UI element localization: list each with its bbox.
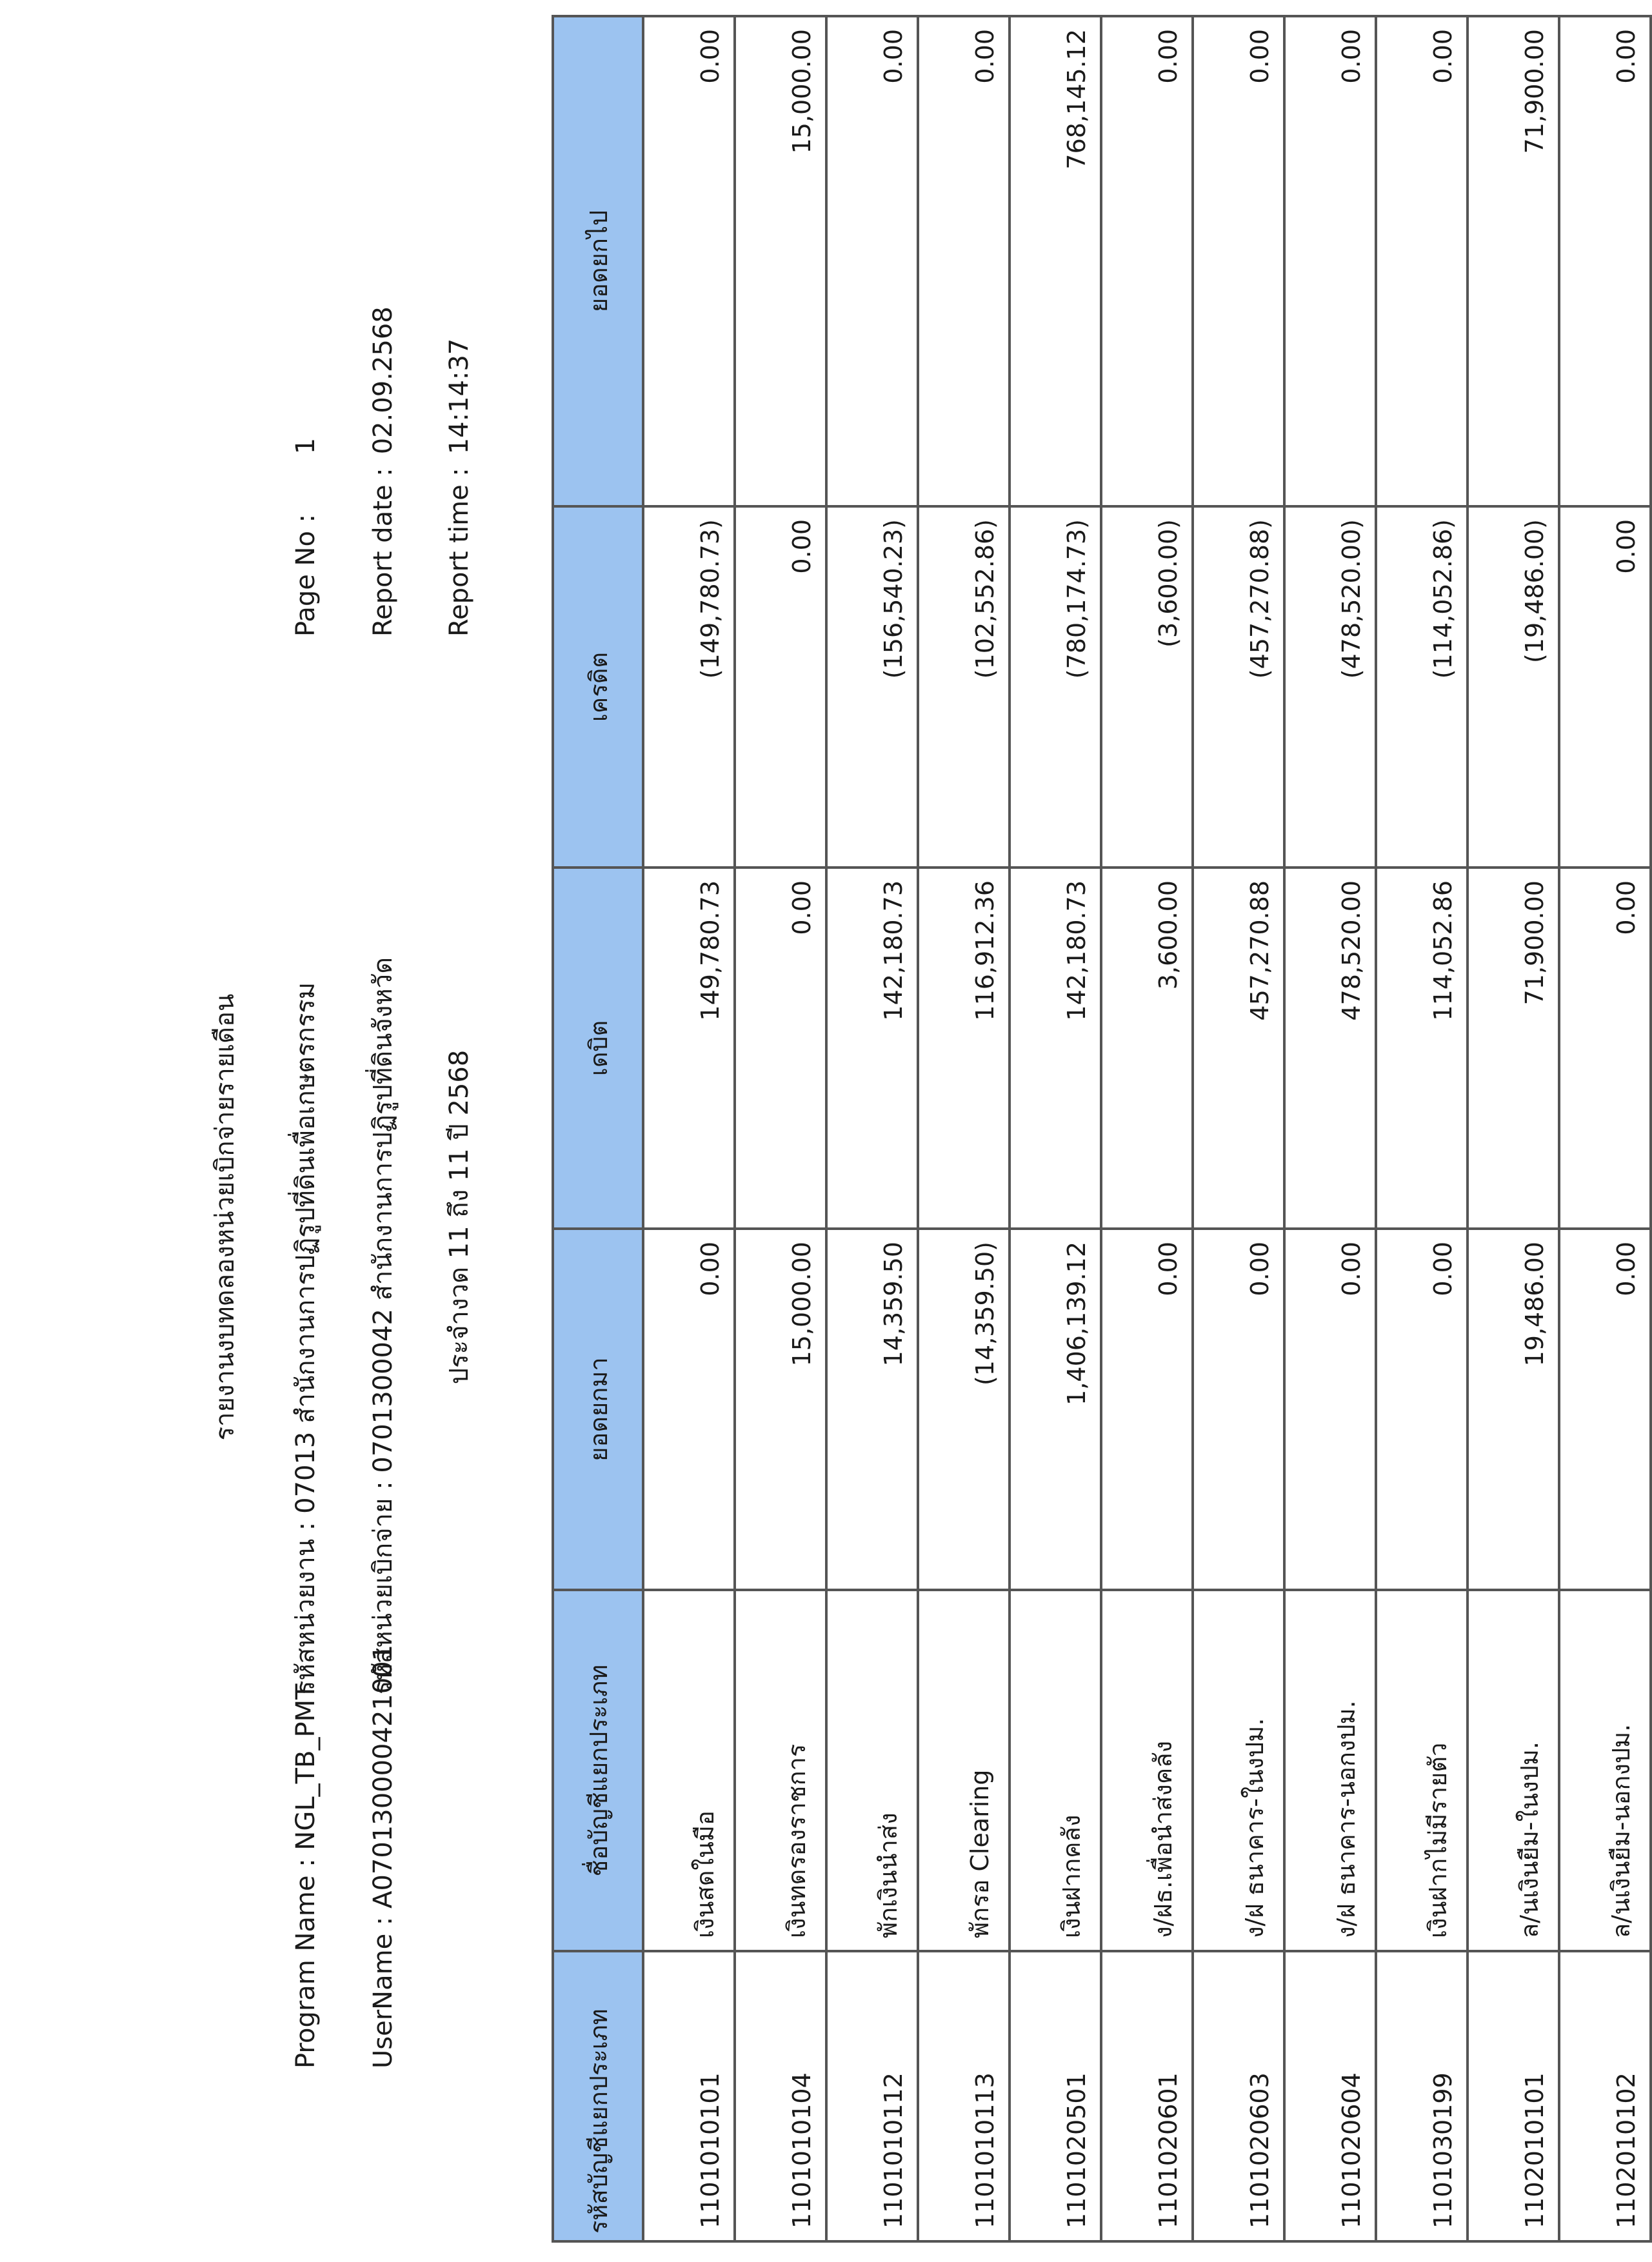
report-time — [444, 339, 475, 637]
account-code-cell: 1101030199 — [1376, 1951, 1468, 2241]
credit-cell: (457,270.88) — [1193, 506, 1284, 868]
agency-code-line: รหัสหน่วยงาน : 07013 สำนักงานการปฏิรูปที่ดินเพื่อเกษตรกรรม — [291, 982, 321, 1694]
carried-forward-cell: 0.00 — [918, 16, 1010, 506]
table-row — [1284, 16, 1376, 2241]
report-time-label: Report time : — [444, 468, 474, 637]
table-row — [735, 16, 826, 2241]
table-row — [1101, 16, 1193, 2241]
account-name-cell: เงินฝากคลัง — [1010, 1590, 1101, 1951]
credit-cell: (114,052.86) — [1376, 506, 1468, 868]
brought-forward-cell: 0.00 — [1376, 1229, 1468, 1590]
brought-forward-cell: 15,000.00 — [735, 1229, 826, 1590]
report-date — [368, 306, 399, 637]
debit-cell: 116,912.36 — [918, 868, 1010, 1229]
account-name-cell: ง/ฝ ธนาคาร-ในงปม. — [1193, 1590, 1284, 1951]
brought-forward-cell: 0.00 — [1101, 1229, 1193, 1590]
carried-forward-cell: 0.00 — [1559, 16, 1651, 506]
brought-forward-cell: 0.00 — [1559, 1229, 1651, 1590]
credit-cell: (156,540.23) — [826, 506, 918, 868]
account-code-cell: 1101020501 — [1010, 1951, 1101, 2241]
carried-forward-cell: 0.00 — [1284, 16, 1376, 506]
table-row — [1468, 16, 1559, 2241]
table-row — [826, 16, 918, 2241]
account-name-cell: ง/ฝธ.เพื่อนำส่งคลัง — [1101, 1590, 1193, 1951]
carried-forward-cell: 0.00 — [643, 16, 735, 506]
brought-forward-cell: 0.00 — [1284, 1229, 1376, 1590]
user-name-label: UserName : — [368, 1916, 398, 2069]
program-name-label: Program Name : — [291, 1858, 321, 2069]
table-row — [1193, 16, 1284, 2241]
carried-forward-cell: 0.00 — [1101, 16, 1193, 506]
account-code-cell: 1101010104 — [735, 1951, 826, 2241]
account-code-cell: 1102010101 — [1468, 1951, 1559, 2241]
debit-cell: 149,780.73 — [643, 868, 735, 1229]
credit-cell: 0.00 — [735, 506, 826, 868]
page-number — [290, 438, 321, 637]
account-name-cell: พักเงินนำส่ง — [826, 1590, 918, 1951]
program-name-value: NGL_TB_PMT — [291, 1683, 321, 1850]
report-time-value: 14:14:37 — [444, 338, 474, 455]
account-code-cell: 1101010101 — [643, 1951, 735, 2241]
account-name-cell: เงินทดรองราชการ — [735, 1590, 826, 1951]
carried-forward-cell: 15,000.00 — [735, 16, 826, 506]
account-name-cell: เงินสดในมือ — [643, 1590, 735, 1951]
trial-balance-table — [552, 15, 1652, 2243]
brought-forward-cell: 1,406,139.12 — [1010, 1229, 1101, 1590]
debit-cell: 0.00 — [735, 868, 826, 1229]
brought-forward-cell: 19,486.00 — [1468, 1229, 1559, 1590]
brought-forward-cell: (14,359.50) — [918, 1229, 1010, 1590]
report-date-value: 02.09.2568 — [368, 306, 398, 455]
table-header-row — [553, 16, 643, 2241]
table-row — [1559, 16, 1651, 2241]
debit-cell: 114,052.86 — [1376, 868, 1468, 1229]
credit-cell: (478,520.00) — [1284, 506, 1376, 868]
user-name-value: A070130000421001 — [368, 1644, 398, 1909]
page-number-label: Page No : — [291, 513, 321, 637]
credit-cell: 0.00 — [1559, 506, 1651, 868]
page-number-value: 1 — [291, 437, 321, 455]
column-header-credit: เครดิต — [553, 506, 643, 868]
disbursement-unit-line: รหัสหน่วยเบิกจ่าย : 0701300042 สำนักงานการปฏิรูปที่ดินจังหวัด — [368, 957, 398, 1694]
debit-cell: 142,180.73 — [1010, 868, 1101, 1229]
credit-cell: (102,552.86) — [918, 506, 1010, 868]
user-name — [368, 1645, 399, 2069]
account-code-cell: 1102010102 — [1559, 1951, 1651, 2241]
carried-forward-cell: 0.00 — [826, 16, 918, 506]
table-row — [643, 16, 735, 2241]
brought-forward-cell: 14,359.50 — [826, 1229, 918, 1590]
table-row — [1010, 16, 1101, 2241]
debit-cell: 457,270.88 — [1193, 868, 1284, 1229]
account-code-cell: 1101020601 — [1101, 1951, 1193, 2241]
debit-cell: 0.00 — [1559, 868, 1651, 1229]
period-line: ประจำงวด 11 ถึง 11 ปี 2568 — [444, 1049, 474, 1385]
account-name-cell: ง/ฝ ธนาคาร-นอกงปม. — [1284, 1590, 1376, 1951]
carried-forward-cell: 0.00 — [1376, 16, 1468, 506]
carried-forward-cell: 0.00 — [1193, 16, 1284, 506]
carried-forward-cell: 71,900.00 — [1468, 16, 1559, 506]
debit-cell: 142,180.73 — [826, 868, 918, 1229]
account-name-cell: เงินฝากไม่มีรายตัว — [1376, 1590, 1468, 1951]
credit-cell: (19,486.00) — [1468, 506, 1559, 868]
column-header-debit: เดบิต — [553, 868, 643, 1229]
account-code-cell: 1101010112 — [826, 1951, 918, 2241]
table-row — [1376, 16, 1468, 2241]
credit-cell: (149,780.73) — [643, 506, 735, 868]
debit-cell: 478,520.00 — [1284, 868, 1376, 1229]
credit-cell: (780,174.73) — [1010, 506, 1101, 868]
credit-cell: (3,600.00) — [1101, 506, 1193, 868]
column-header-brought-forward: ยอดยกมา — [553, 1229, 643, 1590]
brought-forward-cell: 0.00 — [643, 1229, 735, 1590]
column-header-account-code: รหัสบัญชีแยกประเภท — [553, 1951, 643, 2241]
carried-forward-cell: 768,145.12 — [1010, 16, 1101, 506]
column-header-carried-forward: ยอดยกไป — [553, 16, 643, 506]
debit-cell: 71,900.00 — [1468, 868, 1559, 1229]
account-name-cell: พักรอ Clearing — [918, 1590, 1010, 1951]
brought-forward-cell: 0.00 — [1193, 1229, 1284, 1590]
table-row — [918, 16, 1010, 2241]
debit-cell: 3,600.00 — [1101, 868, 1193, 1229]
report-date-label: Report date : — [368, 468, 398, 637]
account-code-cell: 1101020603 — [1193, 1951, 1284, 2241]
account-name-cell: ล/นเงินยืม-ในงปม. — [1468, 1590, 1559, 1951]
report-title: รายงานงบทดลองหน่วยเบิกจ่ายรายเดือน — [210, 993, 240, 1441]
account-name-cell: ล/นเงินยืม-นอกงปม. — [1559, 1590, 1651, 1951]
column-header-account-name: ชื่อบัญชีแยกประเภท — [553, 1590, 643, 1951]
account-code-cell: 1101010113 — [918, 1951, 1010, 2241]
program-name — [290, 1683, 321, 2069]
account-code-cell: 1101020604 — [1284, 1951, 1376, 2241]
